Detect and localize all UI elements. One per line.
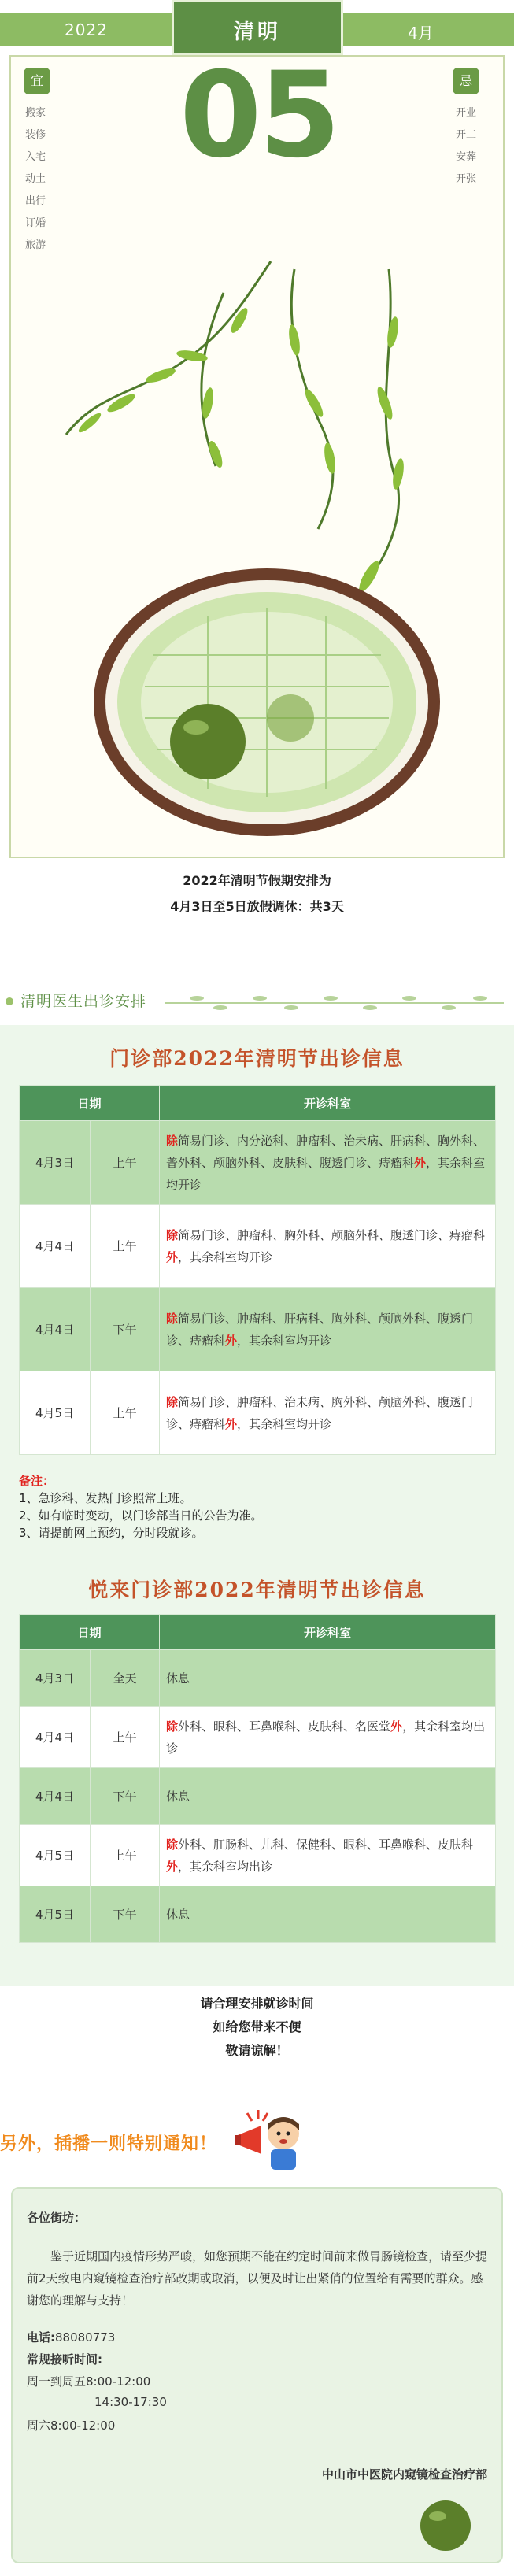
row-dept — [160, 1768, 496, 1825]
except-mark: 外 — [414, 1155, 427, 1170]
row-date: 4月5日 — [20, 1886, 91, 1943]
outpatient-table — [19, 1085, 496, 1455]
row-period: 上午 — [91, 1121, 160, 1205]
table-header-row — [20, 1086, 496, 1121]
ji-item: 开工 — [456, 129, 477, 141]
dept-tail: ，其余科室均开诊 — [237, 1333, 332, 1348]
dept-list: 休息 — [166, 1907, 190, 1922]
closing-line3: 敬请谅解！ — [225, 2043, 289, 2058]
row-period: 全天 — [91, 1650, 160, 1707]
row-date: 4月4日 — [20, 1205, 91, 1288]
row-date: 4月4日 — [20, 1707, 91, 1768]
holiday-announcement-line2: 4月3日至5日放假调休：共3天 — [170, 899, 344, 914]
dept-list: 外科、肛肠科、儿科、保健科、眼科、耳鼻喉科、皮肤科 — [178, 1837, 474, 1852]
table-header-date: 日期 — [20, 1615, 160, 1650]
notice-phone — [27, 2329, 115, 2345]
table-header-dept: 开诊科室 — [160, 1086, 496, 1121]
row-date: 4月4日 — [20, 1768, 91, 1825]
row-period: 上午 — [91, 1825, 160, 1886]
dept-list: 简易门诊、肿瘤科、肝病科、胸外科、颅脑外科、腹透门诊、痔瘤科 — [166, 1311, 474, 1348]
row-period: 上午 — [91, 1371, 160, 1455]
row-dept — [160, 1371, 496, 1455]
row-date: 4月5日 — [20, 1371, 91, 1455]
table-header-date: 日期 — [20, 1086, 160, 1121]
ji-item: 开业 — [456, 107, 477, 119]
yi-item: 旅游 — [25, 239, 46, 251]
calendar-month: 4月 — [408, 24, 434, 43]
table-row — [20, 1650, 496, 1707]
closing-line1: 请合理安排就诊时间 — [200, 1996, 314, 2011]
row-dept — [160, 1886, 496, 1943]
row-period: 上午 — [91, 1205, 160, 1288]
row-period: 下午 — [91, 1768, 160, 1825]
table-row — [20, 1707, 496, 1768]
except-mark: 除 — [166, 1311, 179, 1326]
calendar-year: 2022 — [65, 20, 108, 39]
yi-item: 出行 — [25, 195, 46, 207]
table-header-dept: 开诊科室 — [160, 1615, 496, 1650]
dept-tail: ，其余科室均开诊 — [166, 1155, 486, 1192]
dept-list: 简易门诊、肿瘤科、胸外科、颅脑外科、腹透门诊、痔瘤科 — [178, 1227, 486, 1242]
section-title: 清明医生出诊安排 — [20, 993, 147, 1010]
dept-tail: ，其余科室均开诊 — [178, 1249, 273, 1264]
row-dept — [160, 1650, 496, 1707]
except-mark: 外 — [166, 1859, 179, 1874]
row-dept — [160, 1288, 496, 1371]
notice-signature: 中山市中医院内窥镜检查治疗部 — [321, 2467, 487, 2482]
table-row — [20, 1768, 496, 1825]
note-item: 3、请提前网上预约，分时段就诊。 — [19, 1526, 204, 1540]
row-dept — [160, 1825, 496, 1886]
ji-item: 开张 — [456, 173, 477, 185]
dept-list: 简易门诊、肿瘤科、治未病、胸外科、颅脑外科、腹透门诊、痔瘤科 — [166, 1394, 474, 1431]
dept-list: 休息 — [166, 1789, 190, 1804]
closing-line2: 如给您带来不便 — [213, 2019, 301, 2034]
except-mark: 除 — [166, 1394, 179, 1409]
except-mark: 外 — [225, 1333, 238, 1348]
phone-label: 电话: — [27, 2330, 55, 2345]
notes — [19, 1472, 263, 1542]
qingtuan-bowl-illustration — [90, 561, 444, 844]
yi-item: 动土 — [25, 173, 46, 185]
yi-item: 入宅 — [25, 151, 46, 163]
dept-list: 休息 — [166, 1671, 190, 1686]
dept-list: 简易门诊、内分泌科、肿瘤科、治未病、肝病科、胸外科、普外科、颅脑外科、皮肤科、腹透门诊、痔瘤科 — [166, 1133, 486, 1170]
dept-tail: ，其余科室均开诊 — [237, 1416, 332, 1431]
table-row — [20, 1288, 496, 1371]
yuelai-title: 悦来门诊部2022年清明节出诊信息 — [88, 1579, 426, 1601]
table-row — [20, 1205, 496, 1288]
yuelai-table — [19, 1614, 496, 1943]
special-notice-title: 另外，插播一则特别通知！ — [0, 2134, 218, 2154]
outpatient-title: 门诊部2022年清明节出诊信息 — [109, 1047, 405, 1070]
qingtuan-icon — [416, 2497, 475, 2552]
except-mark: 除 — [166, 1227, 179, 1242]
row-date: 4月3日 — [20, 1121, 91, 1205]
ji-item: 安葬 — [456, 151, 477, 163]
notes-heading: 备注： — [19, 1474, 55, 1488]
row-period: 下午 — [91, 1886, 160, 1943]
table-row — [20, 1825, 496, 1886]
hours-weekday-morning: 周一到周五8:00-12:00 — [27, 2374, 151, 2389]
notice-greeting: 各位街坊： — [27, 2211, 87, 2225]
row-dept — [160, 1121, 496, 1205]
yi-item: 订婚 — [25, 217, 46, 229]
hours-weekday-afternoon: 14:30-17:30 — [94, 2395, 167, 2409]
yi-badge: 宜 — [24, 68, 50, 94]
yi-item: 搬家 — [25, 107, 46, 119]
solar-term: 清明 — [233, 20, 281, 44]
calendar-day: 05 — [179, 47, 338, 184]
note-item: 2、如有临时变动，以门诊部当日的公告为准。 — [19, 1508, 263, 1523]
row-date: 4月5日 — [20, 1825, 91, 1886]
except-mark: 外 — [390, 1719, 403, 1734]
table-row — [20, 1121, 496, 1205]
except-mark: 除 — [166, 1719, 179, 1734]
row-date: 4月3日 — [20, 1650, 91, 1707]
calendar-card — [9, 47, 505, 858]
holiday-announcement-line1: 2022年清明节假期安排为 — [183, 873, 331, 888]
except-mark: 除 — [166, 1133, 179, 1148]
ji-badge: 忌 — [453, 68, 479, 94]
notice-card — [11, 2187, 503, 2563]
dept-tail: ，其余科室均出诊 — [178, 1859, 273, 1874]
table-row — [20, 1886, 496, 1943]
except-mark: 除 — [166, 1837, 179, 1852]
dept-list: 外科、眼科、耳鼻喉科、皮肤科、名医堂 — [178, 1719, 391, 1734]
row-period: 上午 — [91, 1707, 160, 1768]
row-dept — [160, 1205, 496, 1288]
table-header-row — [20, 1615, 496, 1650]
megaphone-mascot-icon — [231, 2107, 310, 2173]
except-mark: 外 — [166, 1249, 179, 1264]
row-dept — [160, 1707, 496, 1768]
hours-label: 常规接听时间: — [27, 2352, 102, 2367]
row-period: 下午 — [91, 1288, 160, 1371]
table-row — [20, 1371, 496, 1455]
except-mark: 外 — [225, 1416, 238, 1431]
row-date: 4月4日 — [20, 1288, 91, 1371]
dept-tail: ，其余科室均出诊 — [166, 1719, 486, 1756]
note-item: 1、急诊科、发热门诊照常上班。 — [19, 1491, 192, 1505]
yi-item: 装修 — [25, 129, 46, 141]
hours-saturday: 周六8:00-12:00 — [27, 2419, 116, 2433]
notice-body: 鉴于近期国内疫情形势严峻，如您预期不能在约定时间前来做胃肠镜检查，请至少提前2天致电内窥镜检查治疗部改期或取消，以便及时让出紧俏的位置给有需要的群众。感谢您的理解与支持！ — [27, 2249, 488, 2308]
phone-number: 88080773 — [55, 2330, 116, 2345]
